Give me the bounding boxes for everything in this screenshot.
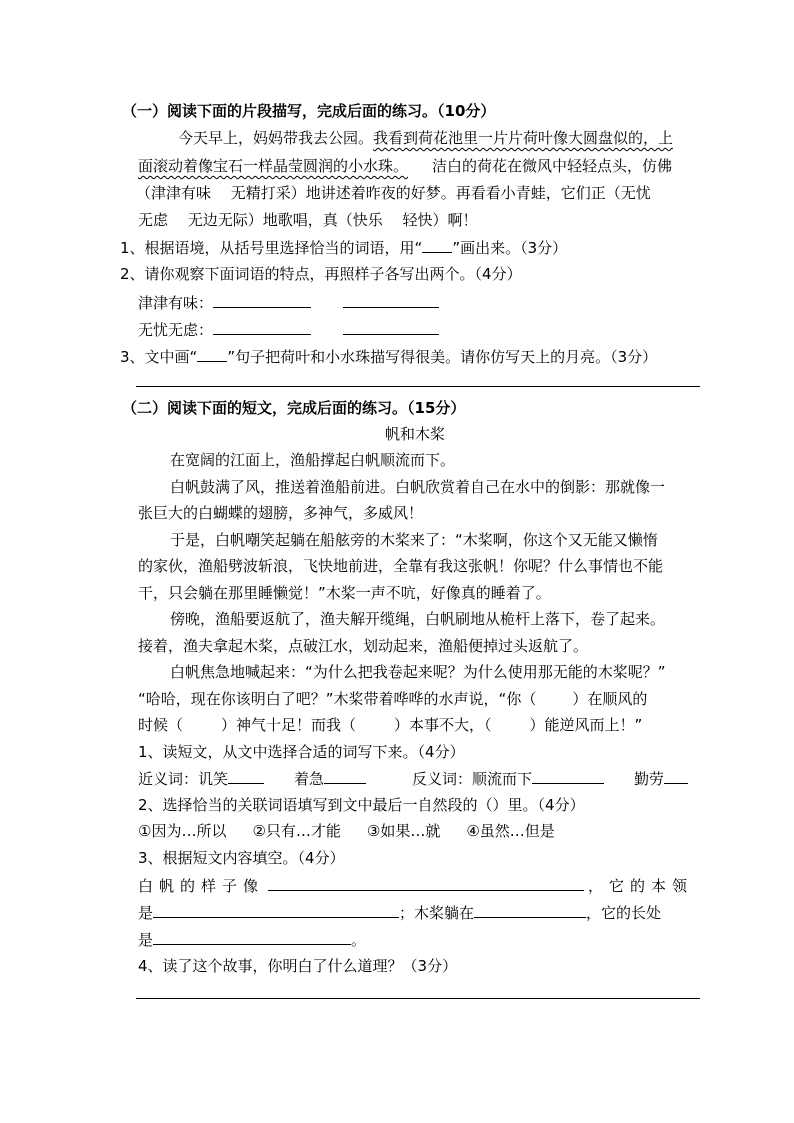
passage1-line2-a: 面滚动着像宝石一样晶莹圆润的小水珠。	[138, 157, 409, 175]
answer-blank[interactable]	[228, 768, 264, 784]
s2-question2: 2、选择恰当的关联词语填写到文中最后一自然段的（）里。（4分）	[138, 796, 585, 814]
answer-blank[interactable]	[664, 768, 688, 784]
s1-q3-sample-line	[197, 346, 227, 362]
passage1-line2-b: 洁白的荷花在微风中轻轻点头，仿佛	[432, 157, 673, 175]
answer-blank[interactable]	[213, 319, 311, 335]
option-4: ④虽然…但是	[466, 822, 555, 840]
passage1-line1-b: 我看到荷花池里一片片荷叶像大圆盘似的，上	[373, 129, 674, 147]
s2-q3-text: 白帆的样子像	[138, 877, 265, 895]
story-text: ）能逆风而上！”	[529, 716, 643, 734]
story-text: ）神气十足！而我（	[221, 716, 357, 734]
s2-q1-antonym-label: 反义词：顺流而下	[412, 770, 533, 788]
s1-q3-text-a: 3、文中画“	[120, 348, 198, 366]
passage1-line4: 无虑 无边无际）地歌唱，真（快乐 轻快）啊！	[138, 211, 478, 229]
story-line	[138, 715, 642, 735]
s2-q1-row	[138, 768, 688, 789]
s1-q1-text-b: ”画出来。（3分）	[452, 239, 568, 257]
s2-q3-row1	[138, 875, 693, 896]
answer-blank[interactable]	[343, 292, 439, 308]
s2-q1-antonym-label2: 勤劳	[634, 770, 665, 788]
passage1-line1	[178, 128, 673, 148]
s1-q1-sample-line	[422, 237, 452, 253]
story-line: 在宽阔的江面上，渔船撑起白帆顺流而下。	[170, 451, 456, 469]
story-line: 白帆鼓满了风，推送着渔船前进。白帆欣赏着自己在水中的倒影：那就像一	[170, 478, 666, 496]
story-text: ）在顺风的	[572, 690, 648, 708]
s1-question2: 2、请你观察下面词语的特点，再照样子各写出两个。（4分）	[120, 265, 522, 283]
s1-q1-text-a: 1、根据语境，从括号里选择恰当的词语，用“	[120, 239, 423, 257]
answer-blank[interactable]	[268, 875, 584, 891]
s2-question4: 4、读了这个故事，你明白了什么道理？（3分）	[138, 957, 458, 975]
answer-blank[interactable]	[153, 929, 351, 945]
s1-q3-text-b: ”句子把荷叶和小水珠描写得很美。请你仿写天上的月亮。（3分）	[227, 348, 658, 366]
answer-blank[interactable]	[213, 292, 311, 308]
s2-q3-text: 是	[138, 931, 154, 949]
s2-q3-row3	[138, 929, 366, 950]
s1-q2-row2	[138, 319, 439, 340]
s2-q3-text: 是	[138, 904, 154, 922]
s1-q2-word1: 津津有味：	[138, 294, 214, 312]
passage1-line1-a: 今天早上，妈妈带我去公园。	[178, 129, 374, 147]
answer-blank[interactable]	[153, 902, 399, 918]
s2-question1: 1、读短文，从文中选择合适的词写下来。（4分）	[138, 743, 465, 761]
s2-q3-text: ，它的本领	[588, 877, 694, 895]
option-1: ①因为…所以	[138, 822, 227, 840]
s2-q1-synonym-label2: 着急	[294, 770, 325, 788]
story-line	[138, 689, 647, 709]
answer-blank[interactable]	[532, 768, 604, 784]
s1-q2-word2: 无忧无虑：	[138, 321, 214, 339]
story-line: 傍晚，渔船要返航了，渔夫解开缆绳，白帆刷地从桅杆上落下，卷了起来。	[170, 610, 666, 628]
section1-heading: （一）阅读下面的片段描写，完成后面的练习。（10分）	[122, 102, 496, 120]
s2-q3-row2	[138, 902, 661, 923]
story-line: 于是，白帆嘲笑起躺在船舷旁的木桨来了：“木桨啊，你这个又无能又懒惰	[170, 531, 658, 549]
story-title: 帆和木桨	[385, 425, 446, 443]
passage1-line3: （津津有味 无精打采）地讲述着昨夜的好梦。再看看小青蛙，它们正（无忧	[136, 184, 651, 202]
s2-question3: 3、根据短文内容填空。（4分）	[138, 849, 345, 867]
story-line: 的家伙，渔船劈波斩浪，飞快地前进，全靠有我这张帆！你呢？什么事情也不能	[138, 557, 664, 575]
s2-q3-text: ；木桨躺在	[399, 904, 475, 922]
story-text: “哈哈，现在你该明白了吧？”木桨带着哗哗的水声说，“你（	[138, 690, 537, 708]
story-text: 时候（	[138, 716, 184, 734]
option-2: ②只有…才能	[252, 822, 341, 840]
answer-blank[interactable]	[343, 319, 439, 335]
answer-blank[interactable]	[474, 902, 586, 918]
s1-question1	[120, 237, 567, 258]
answer-blank[interactable]	[324, 768, 366, 784]
s1-q3-answer-line[interactable]	[136, 386, 700, 387]
s1-q2-row1	[138, 292, 439, 313]
story-text: ）本事不大，（	[394, 716, 492, 734]
s2-q1-synonym-label: 近义词：讥笑	[138, 770, 229, 788]
passage1-line2	[138, 156, 672, 176]
story-line: 张巨大的白蝴蝶的翅膀，多神气，多威风！	[138, 504, 424, 522]
s2-q3-text: 。	[351, 931, 367, 949]
story-line: 干，只会躺在那里睡懒觉！”木桨一声不吭，好像真的睡着了。	[138, 584, 551, 602]
story-line: 接着，渔夫拿起木桨，点破江水，划动起来，渔船便掉过头返航了。	[138, 637, 589, 655]
section2-heading: （二）阅读下面的短文，完成后面的练习。（15分）	[122, 399, 466, 417]
s2-q3-text: ，它的长处	[586, 904, 662, 922]
story-line: 白帆焦急地喊起来：“为什么把我卷起来呢？为什么使用那无能的木桨呢？”	[170, 663, 666, 681]
s2-q4-answer-line[interactable]	[136, 998, 700, 999]
s1-question3	[120, 346, 657, 367]
s2-q2-options	[138, 821, 555, 841]
option-3: ③如果…就	[366, 822, 441, 840]
